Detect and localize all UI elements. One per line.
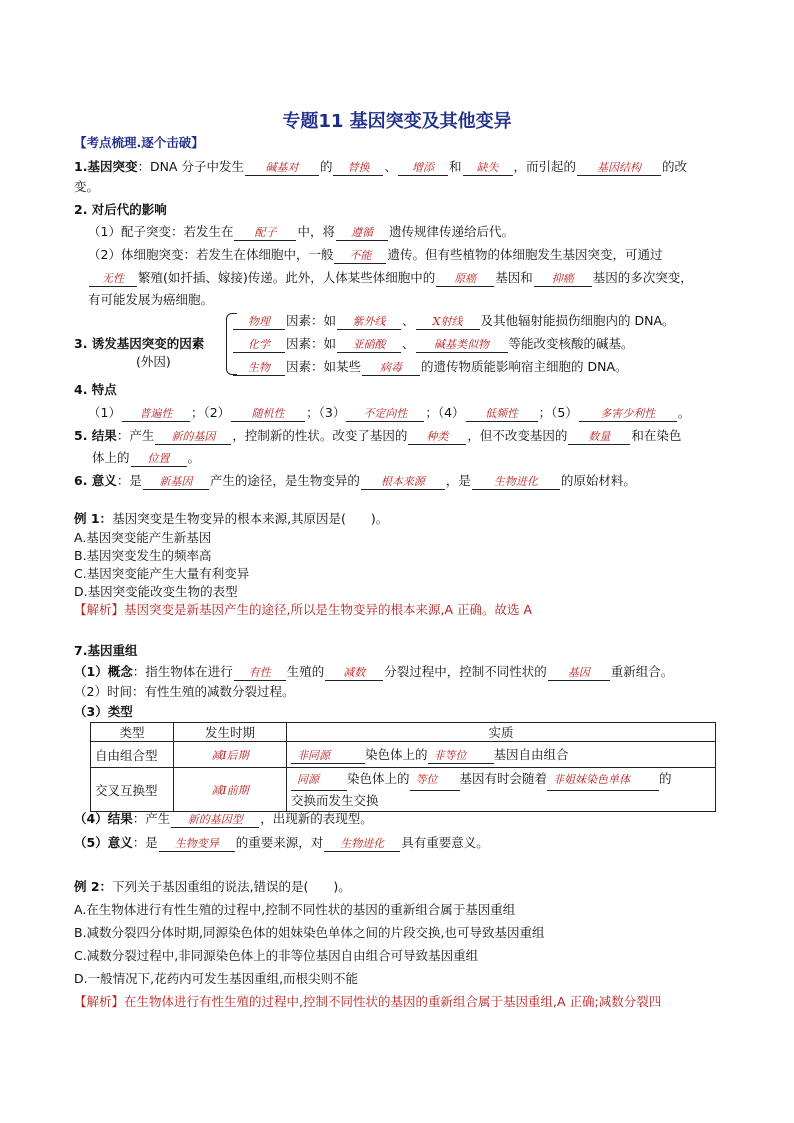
text: 因素：如某些	[286, 359, 362, 374]
text: ：产生	[116, 428, 155, 443]
blank: 不定向性	[346, 407, 424, 422]
text: 繁殖(如扦插、嫁接)传递。此外，人体某些体细胞中的	[138, 270, 436, 285]
text: 交换而发生交换	[291, 792, 379, 808]
text: 染色体上的	[365, 747, 428, 762]
text: 的原始材料。	[560, 473, 636, 488]
text: 、	[402, 313, 415, 328]
period: 减Ⅰ后期	[211, 748, 249, 762]
blank: 基因	[548, 666, 610, 681]
blank: 亚硝酸	[337, 338, 401, 353]
option-d: D.基因突变能改变生物的表型	[74, 584, 238, 599]
point-5	[74, 427, 681, 445]
text: ：产生	[132, 811, 171, 826]
factor-biological	[232, 358, 628, 376]
option-c: C.基因突变能产生大量有利变异	[74, 566, 250, 581]
text: 、	[384, 159, 397, 174]
text: 基因有时会随着	[459, 770, 548, 786]
blank: 碱基对	[245, 161, 319, 176]
text: 及其他辐射能损伤细胞内的 DNA。	[480, 313, 675, 328]
text: （1）	[88, 405, 121, 420]
blank: 非同源	[291, 747, 365, 764]
answer-label: 【解析】	[74, 994, 125, 1009]
text: 、	[402, 336, 415, 351]
text: 的遗传物质能影响宿主细胞的 DNA。	[421, 359, 628, 374]
factor-physical	[232, 312, 675, 330]
blank: 生物变异	[159, 837, 235, 852]
text: 染色体上的	[347, 770, 410, 786]
blank: 替换	[333, 161, 383, 176]
text: 遗传规律传递给后代。	[388, 224, 514, 239]
text: 的改	[662, 159, 688, 174]
text: 的	[319, 159, 333, 174]
point-5-label: 5. 结果	[74, 428, 117, 443]
text: 在生物体进行有性生殖的过程中,控制不同性状的基因的重新组合属于基因重组,A 正确;减数分裂四	[124, 994, 662, 1009]
point-7-line3: （3）类型	[74, 704, 133, 719]
point-2-line3	[88, 269, 693, 287]
text: （1）概念	[74, 664, 133, 679]
option-b: B.减数分裂四分体时期,同源染色体的姐妹染色单体之间的片段交换,也可导致基因重组	[74, 925, 545, 940]
factor-chemical	[232, 335, 634, 353]
option-a: A.基因突变能产生新基因	[74, 530, 212, 545]
text: ，控制新的性状。改变了基因的	[232, 428, 408, 443]
text: ：是	[132, 835, 158, 850]
blank: 无性	[89, 272, 137, 287]
text: 遗传。但有些植物的体细胞发生基因突变，可通过	[387, 247, 663, 262]
text: 和在染色	[631, 428, 682, 443]
point-2-line2	[88, 246, 662, 264]
example-1-answer	[74, 601, 532, 619]
table-cell	[174, 742, 287, 768]
example-1-question	[74, 510, 388, 528]
example-2-label: 例 2：	[74, 879, 113, 894]
text: （2）体细胞突变：若发生在体细胞中，一般	[88, 247, 334, 262]
text: 等能改变核酸的碱基。	[508, 336, 634, 351]
blank: X射线	[416, 315, 480, 330]
section-header: 【考点梳理.逐个击破】	[74, 135, 204, 150]
text: 分裂过程中，控制不同性状的	[384, 664, 547, 679]
text: 基因自由组合	[493, 747, 569, 762]
text: 因素：如	[286, 336, 337, 351]
example-2-answer	[74, 993, 661, 1011]
text: 体上的	[92, 450, 130, 465]
text: ；（3）	[306, 405, 346, 420]
blank: 多害少利性	[579, 407, 677, 422]
blank: 普遍性	[122, 407, 190, 422]
blank: 数量	[568, 430, 630, 445]
blank: 化学	[233, 338, 285, 353]
period: 减Ⅰ前期	[211, 783, 249, 797]
text: 基因突变是新基因产生的途径,所以是生物变异的根本来源,A 正确。故选 A	[124, 602, 533, 617]
text: 具有重要意义。	[401, 835, 489, 850]
blank: 病毒	[362, 361, 420, 376]
text: （1）配子突变：若发生在	[88, 224, 234, 239]
blank: 遵循	[336, 226, 388, 241]
point-1-label: 1.基因突变	[74, 159, 138, 174]
table-header: 发生时期	[174, 723, 287, 742]
point-6	[74, 472, 636, 490]
text: ，但不改变基因的	[467, 428, 568, 443]
point-7-line4	[74, 810, 373, 828]
blank: 非等位	[428, 747, 494, 764]
blank: 紫外线	[337, 315, 401, 330]
option-a: A.在生物体进行有性生殖的过程中,控制不同性状的基因的重新组合属于基因重组	[74, 902, 516, 917]
point-2-line1	[88, 223, 514, 241]
table-header: 实质	[287, 723, 716, 742]
text: ：指生物体在进行	[132, 664, 233, 679]
blank: 物理	[233, 315, 285, 330]
blank: 配子	[234, 226, 296, 241]
text: ，出现新的表现型。	[260, 811, 373, 826]
table-row	[91, 768, 716, 812]
text: （4）结果	[74, 811, 133, 826]
blank: 抑癌	[534, 272, 592, 287]
text: ，是	[445, 473, 471, 488]
table-cell	[287, 768, 716, 812]
blank: 新的基因	[155, 430, 231, 445]
point-7-label: 7.基因重组	[74, 643, 138, 658]
page-title: 专题11 基因突变及其他变异	[282, 111, 512, 132]
point-5-cont	[92, 449, 200, 467]
point-1-cont: 变。	[74, 179, 100, 194]
blank: 缺失	[463, 161, 513, 176]
table-cell: 自由组合型	[91, 742, 174, 768]
blank: 生物进化	[472, 475, 560, 490]
blank: 非姐妹染色单体	[547, 770, 659, 791]
text: ：DNA 分子中发生	[137, 159, 244, 174]
point-7-line5	[74, 834, 489, 852]
text: 和	[449, 159, 462, 174]
table-cell	[287, 742, 716, 768]
blank: 位置	[131, 452, 187, 467]
blank: 低频性	[466, 407, 538, 422]
text: 的重要来源，对	[235, 835, 324, 850]
blank: 等位	[410, 770, 460, 791]
point-6-label: 6. 意义	[74, 473, 117, 488]
text: 。	[677, 405, 691, 420]
answer-label: 【解析】	[74, 602, 125, 617]
table-cell: 交叉互换型	[91, 768, 174, 812]
recombination-table	[90, 722, 716, 812]
blank: 生物进化	[324, 837, 400, 852]
text: 下列关于基因重组的说法,错误的是( )。	[112, 879, 351, 894]
text: 。	[187, 450, 201, 465]
point-2-line4: 有可能发展为癌细胞。	[88, 292, 214, 307]
text: （5）意义	[74, 835, 133, 850]
text: ：是	[116, 473, 142, 488]
example-1-label: 例 1：	[74, 511, 113, 526]
blank: 随机性	[231, 407, 305, 422]
point-4-label: 4. 特点	[74, 382, 117, 397]
blank: 根本来源	[361, 475, 445, 490]
blank: 新基因	[143, 475, 209, 490]
point-3-sub: (外因)	[136, 354, 171, 369]
text: ；（2）	[190, 405, 231, 420]
text: ；（5）	[538, 405, 578, 420]
blank: 种类	[408, 430, 466, 445]
text: 基因突变是生物变异的根本来源,其原因是( )。	[112, 511, 389, 526]
blank: 不能	[334, 249, 386, 264]
text: 重新组合。	[610, 664, 674, 679]
point-2-label: 2. 对后代的影响	[74, 202, 167, 217]
text: 基因的多次突变，	[592, 270, 693, 285]
blank: 有性	[234, 666, 286, 681]
text: ；（4）	[425, 405, 465, 420]
text: 生殖的	[286, 664, 325, 679]
text: ，而引起的	[513, 159, 577, 174]
example-2-question	[74, 878, 351, 896]
blank: 基因结构	[577, 161, 661, 176]
text: 中，将	[297, 224, 335, 239]
table-row	[91, 742, 716, 768]
point-7-line2: （2）时间：有性生殖的减数分裂过程。	[74, 684, 295, 699]
table-header-row	[91, 723, 716, 742]
blank: 原癌	[436, 272, 494, 287]
blank: 减数	[325, 666, 383, 681]
blank: 生物	[233, 361, 285, 376]
point-4-items	[88, 404, 690, 422]
blank: 同源	[291, 770, 347, 791]
text: 因素：如	[286, 313, 337, 328]
text: 产生的途径，是生物变异的	[209, 473, 360, 488]
point-3-label: 3. 诱发基因突变的因素	[74, 336, 205, 351]
blank: 增添	[398, 161, 448, 176]
point-1	[74, 158, 687, 176]
option-c: C.减数分裂过程中,非同源染色体上的非等位基因自由组合可导致基因重组	[74, 948, 479, 963]
option-b: B.基因突变发生的频率高	[74, 548, 212, 563]
option-d: D.一般情况下,花药内可发生基因重组,而根尖则不能	[74, 971, 359, 986]
table-header: 类型	[91, 723, 174, 742]
point-7-line1	[74, 663, 673, 681]
blank: 新的基因型	[171, 813, 259, 828]
blank: 碱基类似物	[416, 338, 508, 353]
table-cell	[174, 768, 287, 812]
text: 基因和	[495, 270, 533, 285]
text: 的	[659, 770, 672, 786]
